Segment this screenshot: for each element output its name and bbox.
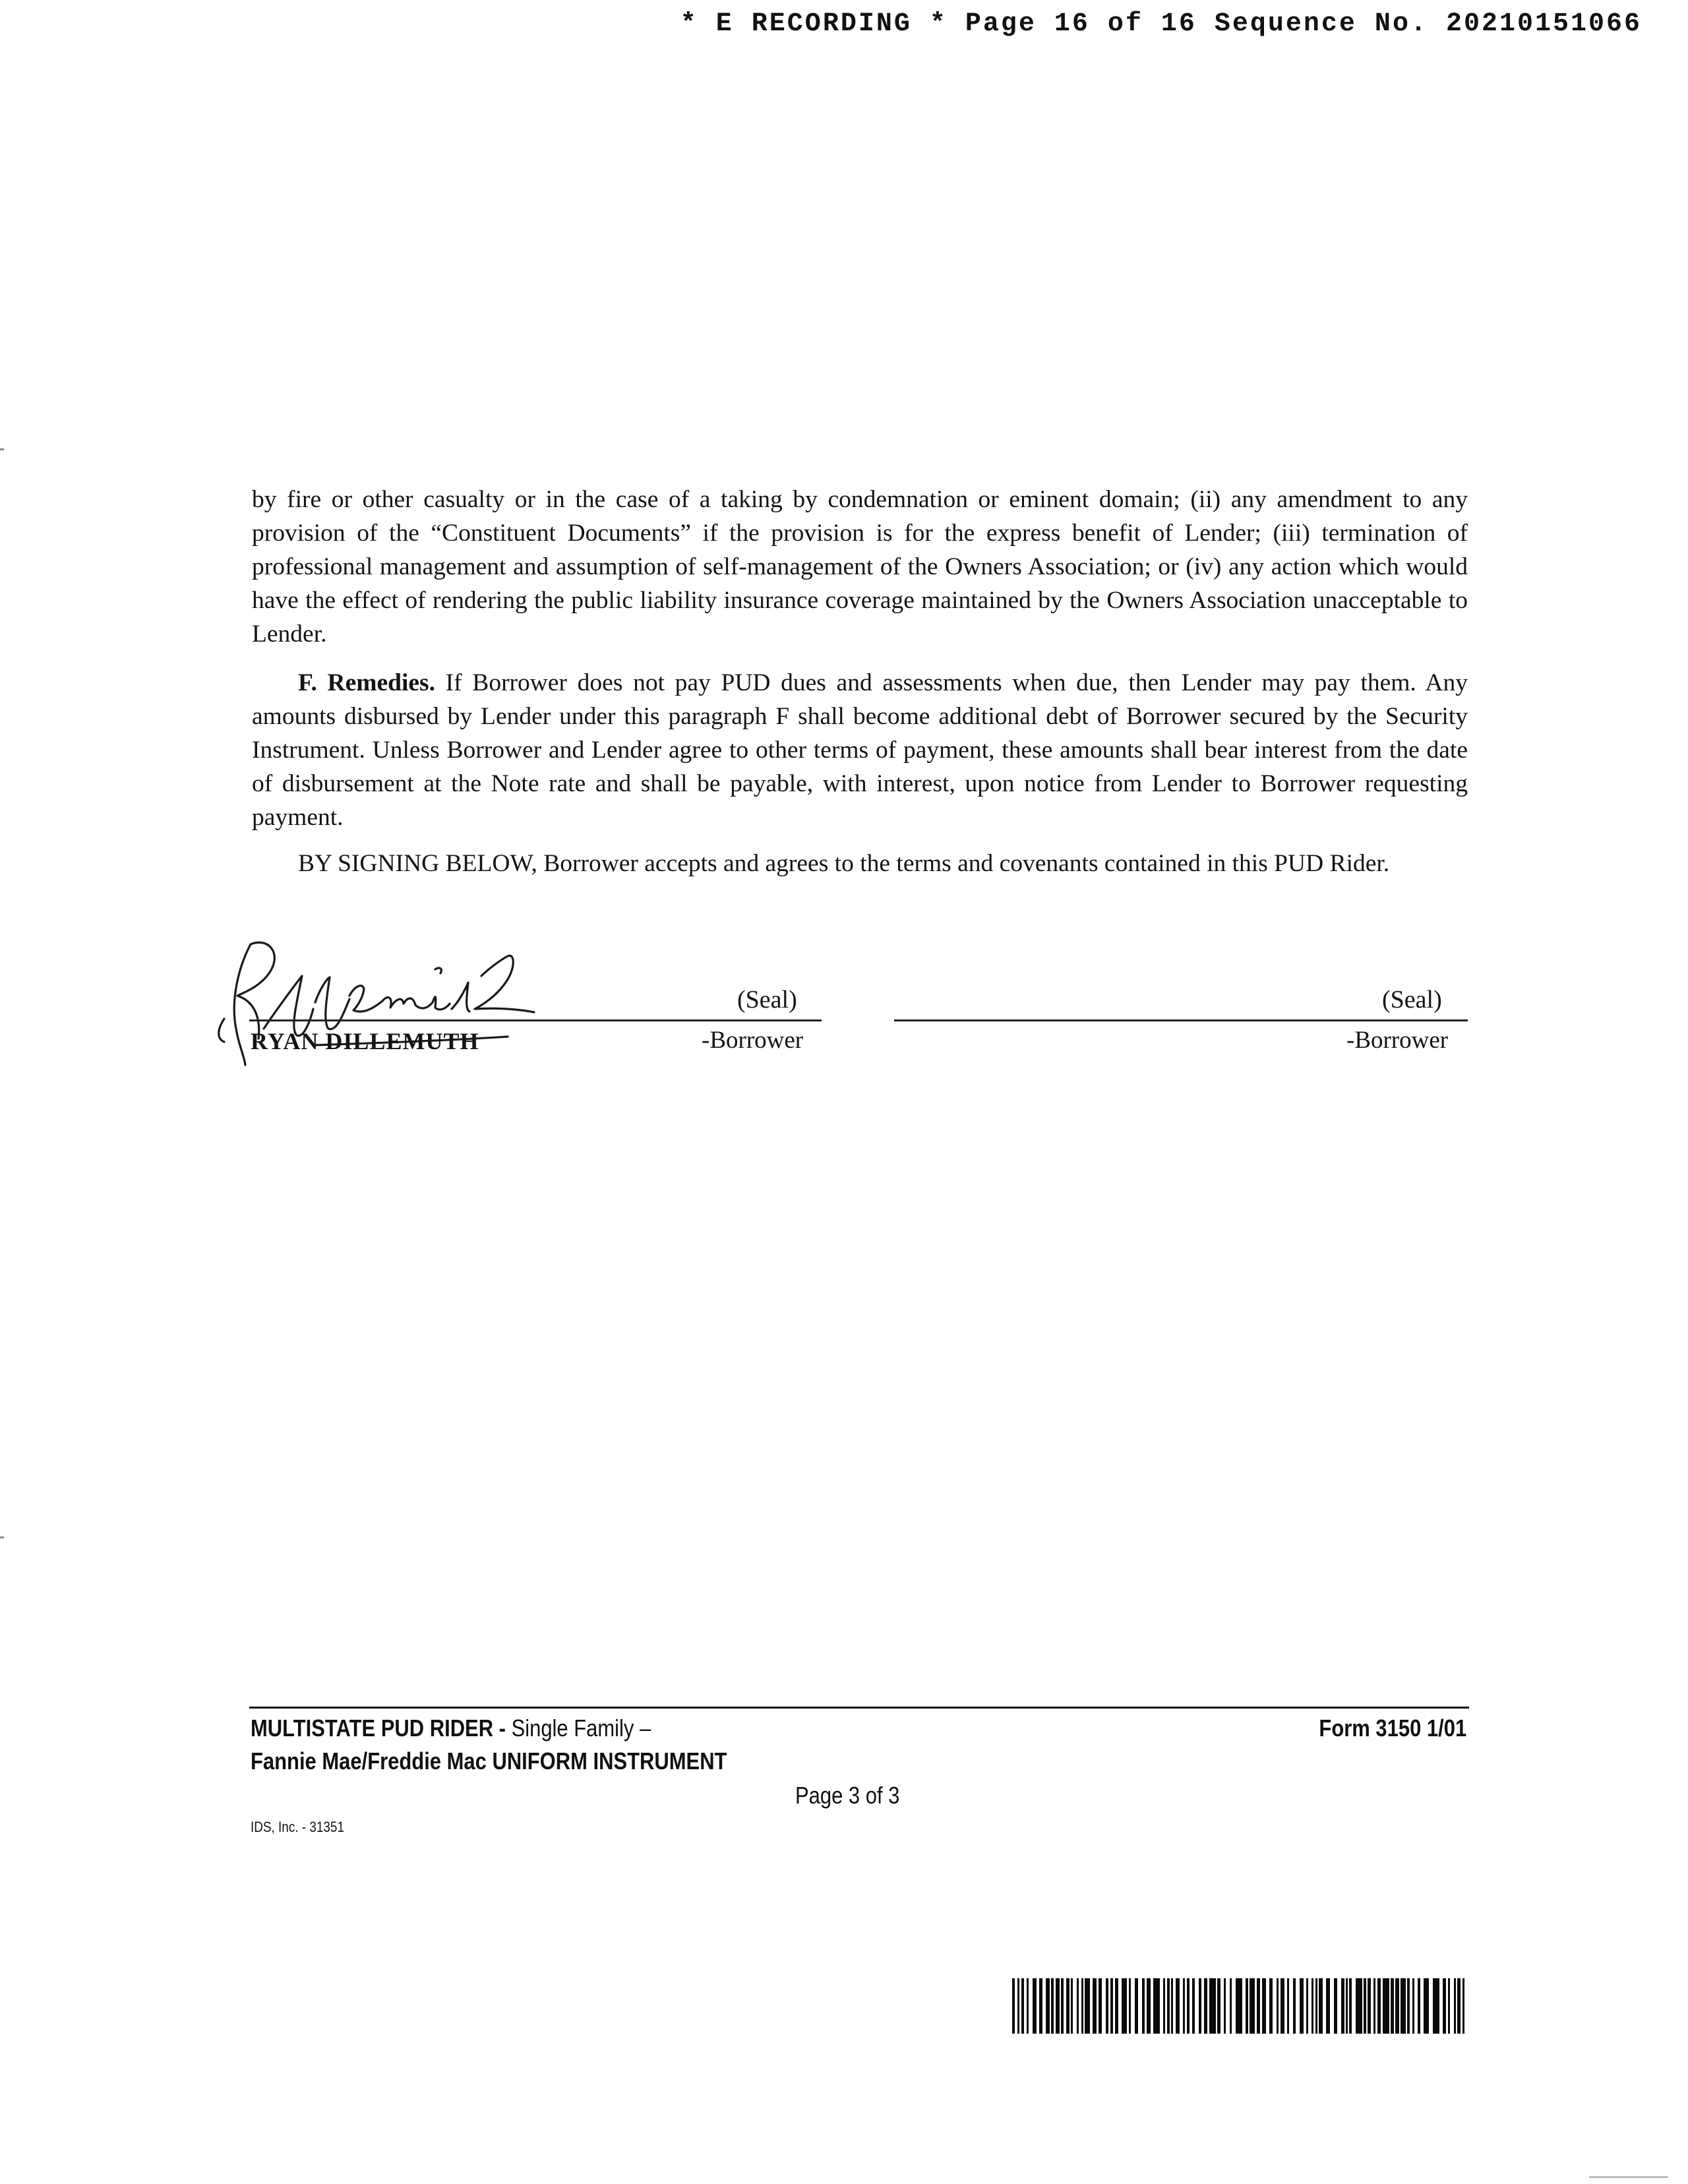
borrower-2-signature-line [894, 1019, 1468, 1021]
barcode-bar [1056, 1978, 1060, 2034]
barcode-bar [1153, 1978, 1160, 2034]
barcode-bar [1199, 1978, 1201, 2034]
barcode-bar [1051, 1978, 1054, 2034]
remedies-heading: F. Remedies. [298, 669, 435, 696]
barcode-bar [1346, 1978, 1348, 2034]
barcode-bar [1246, 1978, 1248, 2034]
barcode-bar [1401, 1978, 1406, 2034]
form-title [251, 1714, 651, 1742]
form-title-rest: Single Family – [505, 1714, 651, 1742]
barcode-bar [1334, 1978, 1337, 2034]
barcode-bar [1412, 1978, 1414, 2034]
scan-speck [0, 448, 4, 450]
scan-speck [0, 1536, 4, 1538]
barcode-bar [1315, 1978, 1317, 2034]
signing-statement-text: BY SIGNING BELOW, Borrower accepts and agrees to the terms and covenants contained in this PUD Rider. [298, 850, 1390, 877]
footer-rule [249, 1707, 1469, 1709]
barcode-bar [1326, 1978, 1330, 2034]
borrower-1-seal-label: (Seal) [737, 986, 797, 1014]
barcode-bar [1306, 1978, 1308, 2034]
barcode-bar [1066, 1978, 1070, 2034]
signing-statement [252, 847, 1468, 880]
barcode-bar [1383, 1978, 1389, 2034]
barcode-bar [1462, 1978, 1464, 2034]
barcode-bar [1204, 1978, 1207, 2034]
borrower-2-role: -Borrower [1346, 1027, 1449, 1054]
barcode-bar [1071, 1978, 1073, 2034]
barcode-bar [1443, 1978, 1446, 2034]
body-paragraph-1 [252, 483, 1468, 651]
barcode-bar [1099, 1978, 1102, 2034]
barcode-bar [1115, 1978, 1118, 2034]
borrower-1-name: RYAN DILLEMUTH [251, 1028, 479, 1054]
barcode-bar [1300, 1978, 1304, 2034]
barcode-bar [1122, 1978, 1127, 2034]
barcode-bar [1142, 1978, 1145, 2034]
barcode-bar [1147, 1978, 1151, 2034]
barcode-bar [1046, 1978, 1050, 2034]
barcode-bar [1250, 1978, 1255, 2034]
barcode-bar [1187, 1978, 1190, 2034]
barcode-bar [1012, 1978, 1015, 2034]
barcode-bar [1454, 1978, 1456, 2034]
barcode-bar [1176, 1978, 1180, 2034]
barcode-bar [1391, 1978, 1394, 2034]
barcode-bar [1163, 1978, 1165, 2034]
barcode-bar [1217, 1978, 1221, 2034]
barcode-bar [1081, 1978, 1083, 2034]
remedies-text: If Borrower does not pay PUD dues and assessments when due, then Lender may pay them. Any amounts disbursed by Lender under this paragraph F shall become additional debt of Borrower secured by the Security Instrument. Unless Borrower and Lender agree to other terms of payment, these amounts shall bear interest from the date of disbursement at the Note rate and shall be payable, with interest, upon notice from Lender to Borrower requesting payment. [252, 669, 1468, 831]
barcode-bar [1039, 1978, 1042, 2034]
barcode-bar [1077, 1978, 1079, 2034]
barcode-bar [1106, 1978, 1108, 2034]
barcode-bar [1224, 1978, 1226, 2034]
barcode-bar [1129, 1978, 1131, 2034]
barcode-bar [1269, 1978, 1273, 2034]
barcode-bar [1257, 1978, 1260, 2034]
barcode-bar [1368, 1978, 1371, 2034]
remedies-paragraph-text [252, 666, 1468, 834]
barcode-bar [1448, 1978, 1450, 2034]
barcode-bar [1085, 1978, 1090, 2034]
barcode-bar [1418, 1978, 1420, 2034]
barcode-bar [1135, 1978, 1138, 2034]
barcode-bar [1033, 1978, 1037, 2034]
barcode-bar [1110, 1978, 1113, 2034]
barcode-bar [1287, 1978, 1289, 2034]
barcode-bar [1027, 1978, 1029, 2034]
barcode-bar [1395, 1978, 1399, 2034]
remedies-paragraph [252, 666, 1468, 834]
paragraph-text: by fire or other casualty or in the case of a taking by condemnation or eminent domain; (ii) any amendment to any provision of the “Constituent Documents” if the provision is for the express benefit of Lender; (iii) termination of professional management and assumption of self-management of the Owners Association; or (iv) any action which would have the effect of rendering the public liability insurance coverage maintained by the Owners Association unacceptable to Lender. [252, 486, 1468, 648]
barcode-image [1012, 1978, 1467, 2034]
borrower-1-role: -Borrower [702, 1027, 804, 1054]
barcode-bar [1183, 1978, 1185, 2034]
recording-header: * E RECORDING * Page 16 of 16 Sequence No. 20210151066 [680, 9, 1642, 39]
barcode-bar [1236, 1978, 1242, 2034]
barcode-bar [1277, 1978, 1279, 2034]
barcode-bar [1364, 1978, 1366, 2034]
barcode-bar [1377, 1978, 1381, 2034]
barcode-bar [1311, 1978, 1313, 2034]
barcode-bar [1457, 1978, 1461, 2034]
barcode-bar [1171, 1978, 1173, 2034]
barcode-bar [1192, 1978, 1195, 2034]
barcode-bar [1433, 1978, 1439, 2034]
barcode-bar [1021, 1978, 1024, 2034]
barcode-bar [1293, 1978, 1296, 2034]
barcode-bar [1356, 1978, 1362, 2034]
barcode-bar [1262, 1978, 1266, 2034]
barcode-bar [1341, 1978, 1344, 2034]
barcode-bar [1093, 1978, 1097, 2034]
barcode-bar [1373, 1978, 1375, 2034]
barcode-bar [1167, 1978, 1170, 2034]
barcode-bar [1424, 1978, 1429, 2034]
borrower-1-signature-line [249, 1019, 822, 1021]
form-number: Form 3150 1/01 [1319, 1714, 1466, 1742]
barcode-bar [1319, 1978, 1323, 2034]
barcode-bar [1017, 1978, 1019, 2034]
vendor-code: IDS, Inc. - 31351 [251, 1819, 344, 1835]
barcode-bar [1349, 1978, 1352, 2034]
page-label: Page 3 of 3 [795, 1782, 900, 1809]
form-subtitle: Fannie Mae/Freddie Mac UNIFORM INSTRUMENT [251, 1747, 727, 1774]
barcode-bar [1230, 1978, 1232, 2034]
borrower-2-seal-label: (Seal) [1382, 986, 1442, 1014]
barcode-bar [1061, 1978, 1064, 2034]
barcode-bar [1209, 1978, 1216, 2034]
form-title-bold: MULTISTATE PUD RIDER - [251, 1714, 506, 1742]
barcode-bar [1407, 1978, 1410, 2034]
scan-speck [1589, 2176, 1668, 2178]
barcode-bar [1281, 1978, 1284, 2034]
